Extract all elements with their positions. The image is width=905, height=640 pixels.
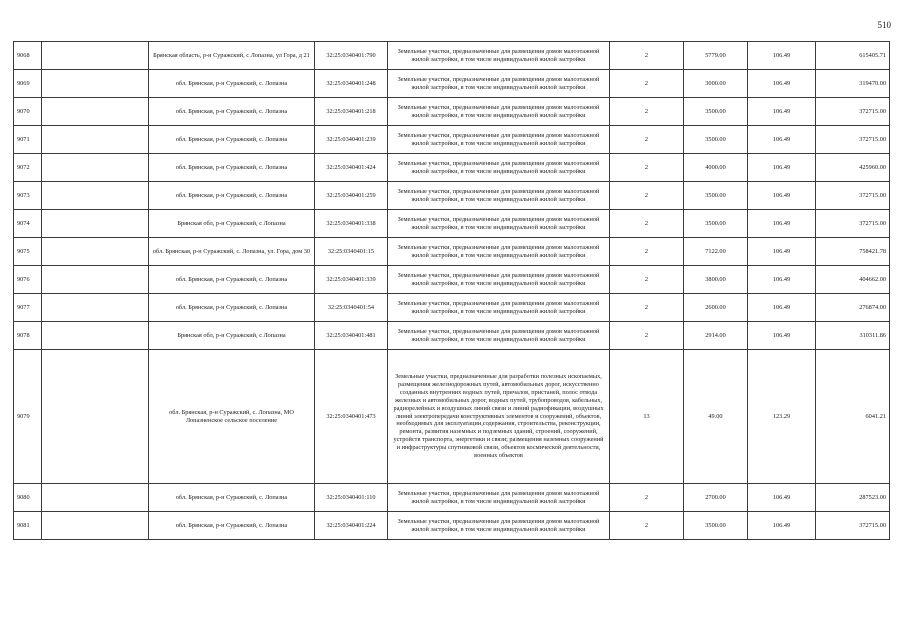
cadastral-number-cell: 32:25:0340401:248 (315, 70, 388, 98)
table-row (14, 350, 890, 484)
table-row (14, 512, 890, 540)
permitted-use-cell: Земельные участки, предназначенные для размещения домов малоэтажной жилой застройки, в том числе индивидуальной жилой застройки (388, 266, 610, 294)
address-cell: обл. Брянская, р-н Суражский, с. Лопазна (149, 266, 315, 294)
empty-cell (42, 210, 149, 238)
area-cell: 3500.00 (684, 126, 748, 154)
table-body (14, 42, 890, 540)
cadastral-value-cell: 372715.00 (816, 98, 890, 126)
cadastral-number-cell: 32:25:0340401:15 (315, 238, 388, 266)
area-cell: 3500.00 (684, 98, 748, 126)
permitted-use-cell: Земельные участки, предназначенные для размещения домов малоэтажной жилой застройки, в том числе индивидуальной жилой застройки (388, 322, 610, 350)
permitted-use-cell: Земельные участки, предназначенные для размещения домов малоэтажной жилой застройки, в том числе индивидуальной жилой застройки (388, 484, 610, 512)
table-row (14, 154, 890, 182)
cadastral-number-cell: 32:25:0340401:339 (315, 266, 388, 294)
cadastral-value-cell: 425960.00 (816, 154, 890, 182)
cadastral-value-cell: 310311.86 (816, 322, 890, 350)
cadastral-value-cell: 758421.78 (816, 238, 890, 266)
area-cell: 2914.00 (684, 322, 748, 350)
permitted-use-cell: Земельные участки, предназначенные для размещения домов малоэтажной жилой застройки, в том числе индивидуальной жилой застройки (388, 238, 610, 266)
table-row (14, 126, 890, 154)
cadastral-value-cell: 372715.00 (816, 126, 890, 154)
table-row (14, 484, 890, 512)
permitted-use-cell: Земельные участки, предназначенные для размещения домов малоэтажной жилой застройки, в том числе индивидуальной жилой застройки (388, 42, 610, 70)
specific-value-cell: 106.49 (748, 322, 816, 350)
area-cell: 3500.00 (684, 210, 748, 238)
address-cell: обл. Брянская, р-н Суражский, с. Лопазна (149, 182, 315, 210)
area-cell: 7122.00 (684, 238, 748, 266)
table-row (14, 98, 890, 126)
address-cell: обл. Брянская, р-н Суражский, с. Лопазна (149, 512, 315, 540)
empty-cell (42, 98, 149, 126)
permitted-use-cell: Земельные участки, предназначенные для размещения домов малоэтажной жилой застройки, в том числе индивидуальной жилой застройки (388, 210, 610, 238)
cadastral-number-cell: 32:25:0340401:259 (315, 182, 388, 210)
table-row (14, 42, 890, 70)
area-cell: 4000.00 (684, 154, 748, 182)
cadastral-value-cell: 372715.00 (816, 210, 890, 238)
empty-cell (42, 484, 149, 512)
table-row (14, 294, 890, 322)
permitted-use-cell: Земельные участки, предназначенные для разработки полезных ископаемых, размещения железнодорожных путей, автомобильных дорог, искусственно созданных внутренних водных путей, причалов, пристаней, полос отвода железных и автомобильных дорог, водных путей, трубопроводов, кабельных, радиорелейных и воздушных линий связи и линий радиофикации, воздушных линий электропередачи конструктивных элементов и сооружений, объектов, необходимых для эксплуатации,содержания, строительства, реконструкции, ремонта, развития наземных и подземных зданий, строений, сооружений, устройств транспорта, энергетики и связи; размещения наземных сооружений и инфраструктуры спутниковой связи, объектов космической деятельности, военных объектов (388, 350, 610, 484)
row-number: 9068 (14, 42, 42, 70)
area-cell: 2700.00 (684, 484, 748, 512)
category-code-cell: 2 (610, 42, 684, 70)
cadastral-value-cell: 372715.00 (816, 182, 890, 210)
address-cell: обл. Брянская, р-н Суражский, с. Лопазна, ул. Гора, дом 30 (149, 238, 315, 266)
cadastral-number-cell: 32:25:0340401:481 (315, 322, 388, 350)
category-code-cell: 2 (610, 182, 684, 210)
table-row (14, 322, 890, 350)
row-number: 9070 (14, 98, 42, 126)
empty-cell (42, 322, 149, 350)
address-cell: обл. Брянская, р-н Суражский, с. Лопазна (149, 98, 315, 126)
row-number: 9081 (14, 512, 42, 540)
specific-value-cell: 106.49 (748, 484, 816, 512)
table-row (14, 210, 890, 238)
address-cell: Брянская область, р-н Суражский, с Лопазна, ул Гора, д 21 (149, 42, 315, 70)
category-code-cell: 13 (610, 350, 684, 484)
cadastral-number-cell: 32:25:0340401:224 (315, 512, 388, 540)
category-code-cell: 2 (610, 70, 684, 98)
table-row (14, 266, 890, 294)
address-cell: обл. Брянская, р-н Суражский, с. Лопазна (149, 484, 315, 512)
empty-cell (42, 512, 149, 540)
address-cell: обл. Брянская, р-н Суражский, с. Лопазна (149, 70, 315, 98)
empty-cell (42, 42, 149, 70)
permitted-use-cell: Земельные участки, предназначенные для размещения домов малоэтажной жилой застройки, в том числе индивидуальной жилой застройки (388, 182, 610, 210)
area-cell: 49.00 (684, 350, 748, 484)
area-cell: 3000.00 (684, 70, 748, 98)
specific-value-cell: 106.49 (748, 210, 816, 238)
permitted-use-cell: Земельные участки, предназначенные для размещения домов малоэтажной жилой застройки, в том числе индивидуальной жилой застройки (388, 294, 610, 322)
area-cell: 3800.00 (684, 266, 748, 294)
specific-value-cell: 106.49 (748, 512, 816, 540)
specific-value-cell: 123.29 (748, 350, 816, 484)
page-number: 510 (877, 20, 891, 30)
empty-cell (42, 126, 149, 154)
category-code-cell: 2 (610, 484, 684, 512)
cadastral-value-cell: 615405.71 (816, 42, 890, 70)
cadastral-number-cell: 32:25:0340401:338 (315, 210, 388, 238)
cadastral-value-cell: 6041.21 (816, 350, 890, 484)
row-number: 9076 (14, 266, 42, 294)
area-cell: 2600.00 (684, 294, 748, 322)
address-cell: обл. Брянская, р-н Суражский, с. Лопазна (149, 154, 315, 182)
row-number: 9075 (14, 238, 42, 266)
row-number: 9074 (14, 210, 42, 238)
cadastral-number-cell: 32:25:0340401:239 (315, 126, 388, 154)
specific-value-cell: 106.49 (748, 42, 816, 70)
cadastral-value-cell: 319470.00 (816, 70, 890, 98)
row-number: 9071 (14, 126, 42, 154)
cadastral-number-cell: 32:25:0340401:54 (315, 294, 388, 322)
category-code-cell: 2 (610, 294, 684, 322)
table-row (14, 70, 890, 98)
cadastral-value-cell: 372715.00 (816, 512, 890, 540)
permitted-use-cell: Земельные участки, предназначенные для размещения домов малоэтажной жилой застройки, в том числе индивидуальной жилой застройки (388, 512, 610, 540)
empty-cell (42, 266, 149, 294)
empty-cell (42, 294, 149, 322)
empty-cell (42, 182, 149, 210)
address-cell: Брянская обл, р-н Суражский, с Лопазна (149, 322, 315, 350)
area-cell: 3500.00 (684, 182, 748, 210)
address-cell: обл. Брянская, р-н Суражский, с. Лопазна, МО Лопазненское сельское поселение (149, 350, 315, 484)
category-code-cell: 2 (610, 98, 684, 126)
cadastral-number-cell: 32:25:0340401:218 (315, 98, 388, 126)
category-code-cell: 2 (610, 126, 684, 154)
category-code-cell: 2 (610, 238, 684, 266)
cadastral-number-cell: 32:25:0340401:110 (315, 484, 388, 512)
permitted-use-cell: Земельные участки, предназначенные для размещения домов малоэтажной жилой застройки, в том числе индивидуальной жилой застройки (388, 70, 610, 98)
row-number: 9078 (14, 322, 42, 350)
permitted-use-cell: Земельные участки, предназначенные для размещения домов малоэтажной жилой застройки, в том числе индивидуальной жилой застройки (388, 98, 610, 126)
address-cell: Брянская обл, р-н Суражский, с Лопазна (149, 210, 315, 238)
specific-value-cell: 106.49 (748, 294, 816, 322)
permitted-use-cell: Земельные участки, предназначенные для размещения домов малоэтажной жилой застройки, в том числе индивидуальной жилой застройки (388, 154, 610, 182)
cadastral-value-table (13, 41, 890, 540)
category-code-cell: 2 (610, 322, 684, 350)
permitted-use-cell: Земельные участки, предназначенные для размещения домов малоэтажной жилой застройки, в том числе индивидуальной жилой застройки (388, 126, 610, 154)
specific-value-cell: 106.49 (748, 70, 816, 98)
empty-cell (42, 154, 149, 182)
row-number: 9073 (14, 182, 42, 210)
specific-value-cell: 106.49 (748, 126, 816, 154)
empty-cell (42, 70, 149, 98)
area-cell: 5779.00 (684, 42, 748, 70)
address-cell: обл. Брянская, р-н Суражский, с. Лопазна (149, 126, 315, 154)
empty-cell (42, 350, 149, 484)
row-number: 9077 (14, 294, 42, 322)
specific-value-cell: 106.49 (748, 266, 816, 294)
row-number: 9069 (14, 70, 42, 98)
cadastral-value-cell: 276874.00 (816, 294, 890, 322)
specific-value-cell: 106.49 (748, 238, 816, 266)
cadastral-number-cell: 32:25:0340401:424 (315, 154, 388, 182)
cadastral-number-cell: 32:25:0340401:473 (315, 350, 388, 484)
category-code-cell: 2 (610, 266, 684, 294)
category-code-cell: 2 (610, 210, 684, 238)
specific-value-cell: 106.49 (748, 98, 816, 126)
area-cell: 3500.00 (684, 512, 748, 540)
category-code-cell: 2 (610, 512, 684, 540)
specific-value-cell: 106.49 (748, 154, 816, 182)
row-number: 9080 (14, 484, 42, 512)
cadastral-value-cell: 404662.00 (816, 266, 890, 294)
category-code-cell: 2 (610, 154, 684, 182)
table-row (14, 182, 890, 210)
specific-value-cell: 106.49 (748, 182, 816, 210)
table-row (14, 238, 890, 266)
cadastral-value-cell: 287523.00 (816, 484, 890, 512)
row-number: 9079 (14, 350, 42, 484)
cadastral-number-cell: 32:25:0340401:790 (315, 42, 388, 70)
address-cell: обл. Брянская, р-н Суражский, с. Лопазна (149, 294, 315, 322)
row-number: 9072 (14, 154, 42, 182)
empty-cell (42, 238, 149, 266)
